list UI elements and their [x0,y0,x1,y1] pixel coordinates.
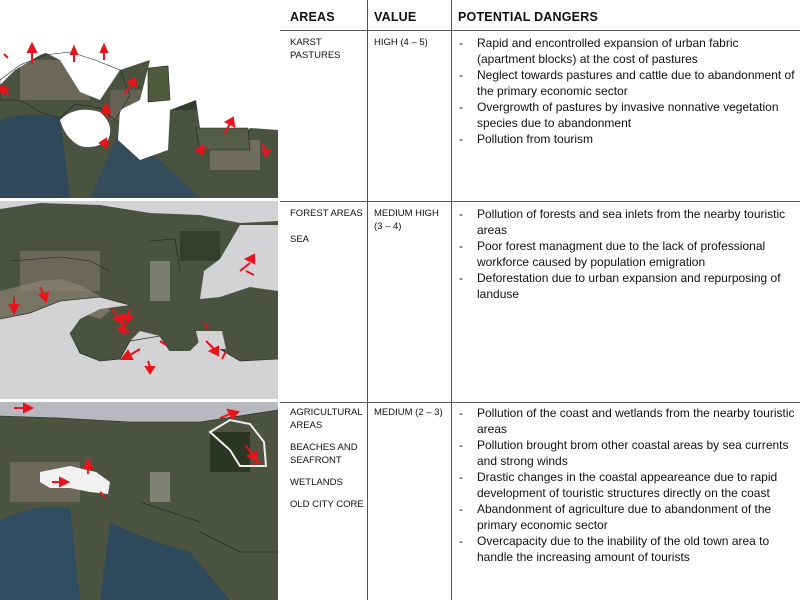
area-label: SEA [290,234,310,245]
danger-item: - Deforestation due to urban expansion and repurposing of landuse [455,270,795,302]
map-forest-sea [0,201,278,399]
danger-item: - Overgrowth of pastures by invasive nonnative vegetation species due to abandonment [455,99,795,131]
danger-item: - Neglect towards pastures and cattle due to abandonment of the primary economic sector [455,67,795,99]
row-1-dangers [455,35,795,147]
map-karst-pastures-svg [0,0,278,198]
map-column [0,0,278,600]
danger-item: - Pollution from tourism [455,131,795,147]
column-divider-1 [367,0,368,600]
row-1-value: HIGH (4 – 5) [374,37,428,48]
area-label: KARST PASTURES [290,37,341,61]
header-rule [280,30,800,31]
risk-table [280,0,800,600]
area-label: FOREST AREAS [290,208,363,219]
row-rule-1 [280,201,800,202]
row-1-areas [290,36,362,68]
danger-item: - Rapid and encontrolled expansion of urban fabric (apartment blocks) at the cost of pastures [455,35,795,67]
area-label: AGRICULTURAL AREAS [290,407,363,431]
area-label: OLD CITY CORE [290,499,364,510]
map-agricultural-coast [0,402,278,600]
danger-item: - Abandonment of agriculture due to abandonment of the primary economic sector [455,501,795,533]
danger-item: - Pollution of forests and sea inlets from the nearby touristic areas [455,206,795,238]
danger-item: - Drastic changes in the coastal appeareance due to rapid development of touristic structures directly on the coast [455,469,795,501]
danger-item: - Overcapacity due to the inability of the old town area to handle the increasing amount of tourists [455,533,795,565]
column-divider-2 [451,0,452,600]
map-karst-pastures [0,0,278,198]
header-dangers: POTENTIAL DANGERS [458,10,598,24]
row-2-dangers [455,206,795,302]
area-label: BEACHES AND SEAFRONT [290,442,358,466]
header-value: VALUE [374,10,417,24]
row-2-value: MEDIUM HIGH (3 – 4) [374,208,439,232]
map-forest-sea-svg [0,201,278,399]
danger-item: - Pollution of the coast and wetlands from the nearby touristic areas [455,405,795,437]
area-label: WETLANDS [290,477,343,488]
row-3-value: MEDIUM (2 – 3) [374,407,443,418]
row-rule-2 [280,402,800,403]
row-3-areas [290,406,366,517]
map-agricultural-coast-svg [0,402,278,600]
danger-item: - Poor forest managment due to the lack of professional workforce caused by population emigration [455,238,795,270]
row-2-areas [290,207,364,252]
danger-item: - Pollution brought brom other coastal areas by sea currents and strong winds [455,437,795,469]
header-areas: AREAS [290,10,335,24]
row-3-dangers [455,405,795,565]
